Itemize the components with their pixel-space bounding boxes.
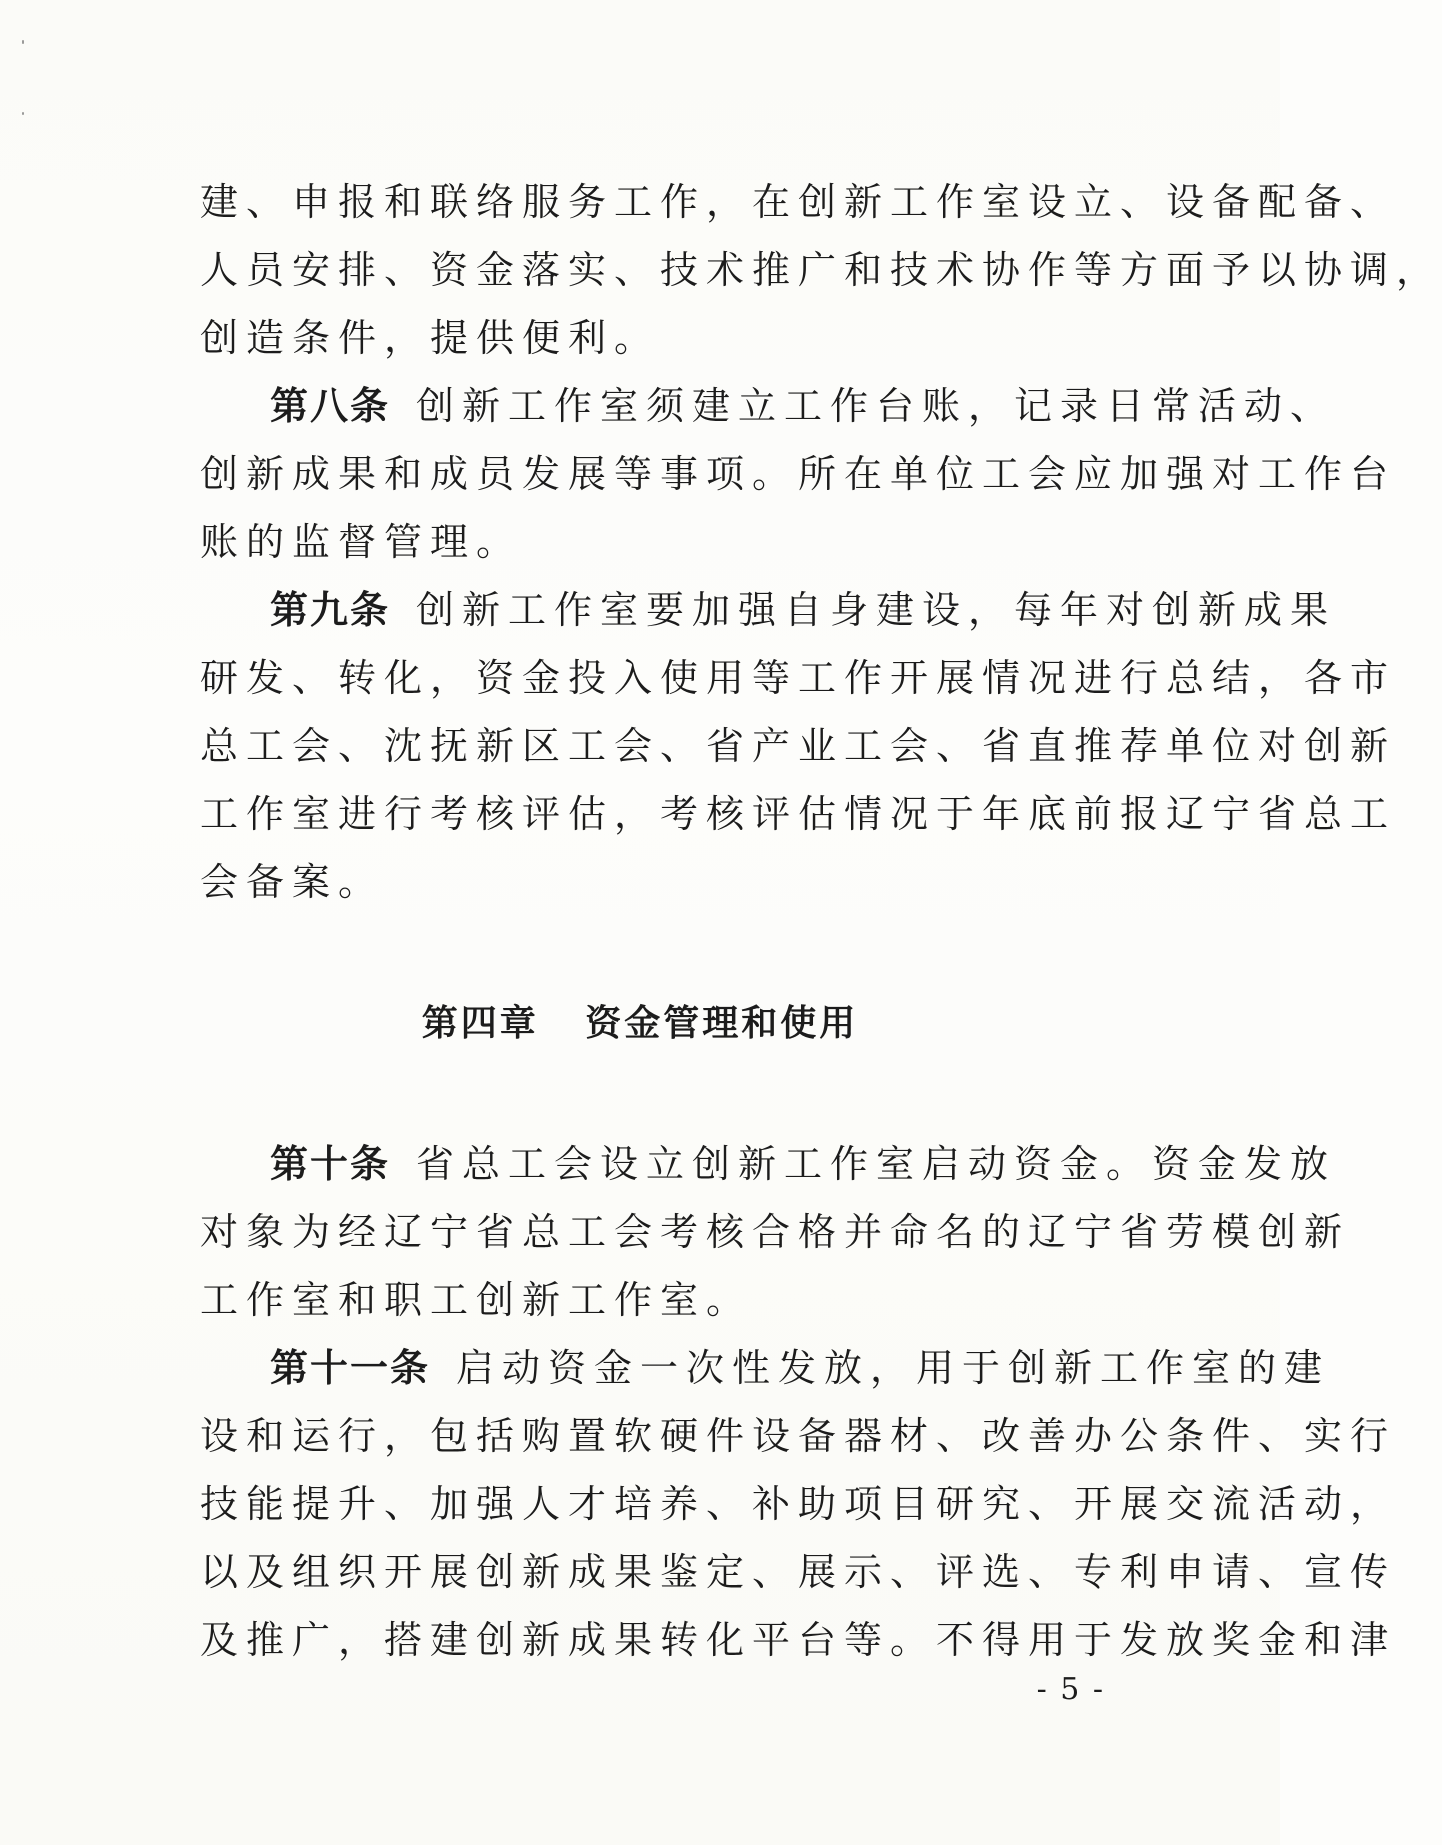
text-line: 以及组织开展创新成果鉴定、展示、评选、专利申请、宣传: [200, 1550, 1397, 1594]
article-8-first-line: [270, 384, 1337, 428]
text-line: 及推广，搭建创新成果转化平台等。不得用于发放奖金和津: [200, 1618, 1397, 1662]
article-10-text: 省总工会设立创新工作室启动资金。资金发放: [416, 1142, 1337, 1186]
text-line: 工作室和职工创新工作室。: [200, 1278, 753, 1322]
article-11-text: 启动资金一次性发放，用于创新工作室的建: [456, 1346, 1331, 1390]
article-8-text: 创新工作室须建立工作台账，记录日常活动、: [416, 384, 1337, 428]
article-11-label: 第十一条: [270, 1346, 431, 1390]
text-line: 人员安排、资金落实、技术推广和技术协作等方面予以协调，: [200, 248, 1442, 292]
text-line: 总工会、沈抚新区工会、省产业工会、省直推荐单位对创新: [200, 724, 1397, 768]
text-line: 工作室进行考核评估，考核评估情况于年底前报辽宁省总工: [200, 792, 1397, 836]
scan-speck: [22, 112, 24, 115]
article-10-label: 第十条: [270, 1142, 391, 1186]
text-line: 会备案。: [200, 860, 385, 904]
article-9-first-line: [270, 588, 1337, 632]
text-line: 建、申报和联络服务工作，在创新工作室设立、设备配备、: [200, 180, 1397, 224]
page-number: - 5 -: [1036, 1672, 1105, 1707]
text-line: 对象为经辽宁省总工会考核合格并命名的辽宁省劳模创新: [200, 1210, 1351, 1254]
text-line: 创新成果和成员发展等事项。所在单位工会应加强对工作台: [200, 452, 1397, 496]
chapter-heading: 第四章 资金管理和使用: [421, 1003, 859, 1044]
text-line: 创造条件，提供便利。: [200, 316, 661, 360]
scan-speck: [22, 40, 24, 44]
text-line: 账的监督管理。: [200, 520, 523, 564]
article-9-label: 第九条: [270, 588, 391, 632]
article-11-first-line: [270, 1346, 1331, 1390]
text-line: 研发、转化，资金投入使用等工作开展情况进行总结，各市: [200, 656, 1397, 700]
article-8-label: 第八条: [270, 384, 391, 428]
text-line: 技能提升、加强人才培养、补助项目研究、开展交流活动，: [200, 1482, 1397, 1526]
article-9-text: 创新工作室要加强自身建设，每年对创新成果: [416, 588, 1337, 632]
text-line: 设和运行，包括购置软硬件设备器材、改善办公条件、实行: [200, 1414, 1397, 1458]
article-10-first-line: [270, 1142, 1337, 1186]
